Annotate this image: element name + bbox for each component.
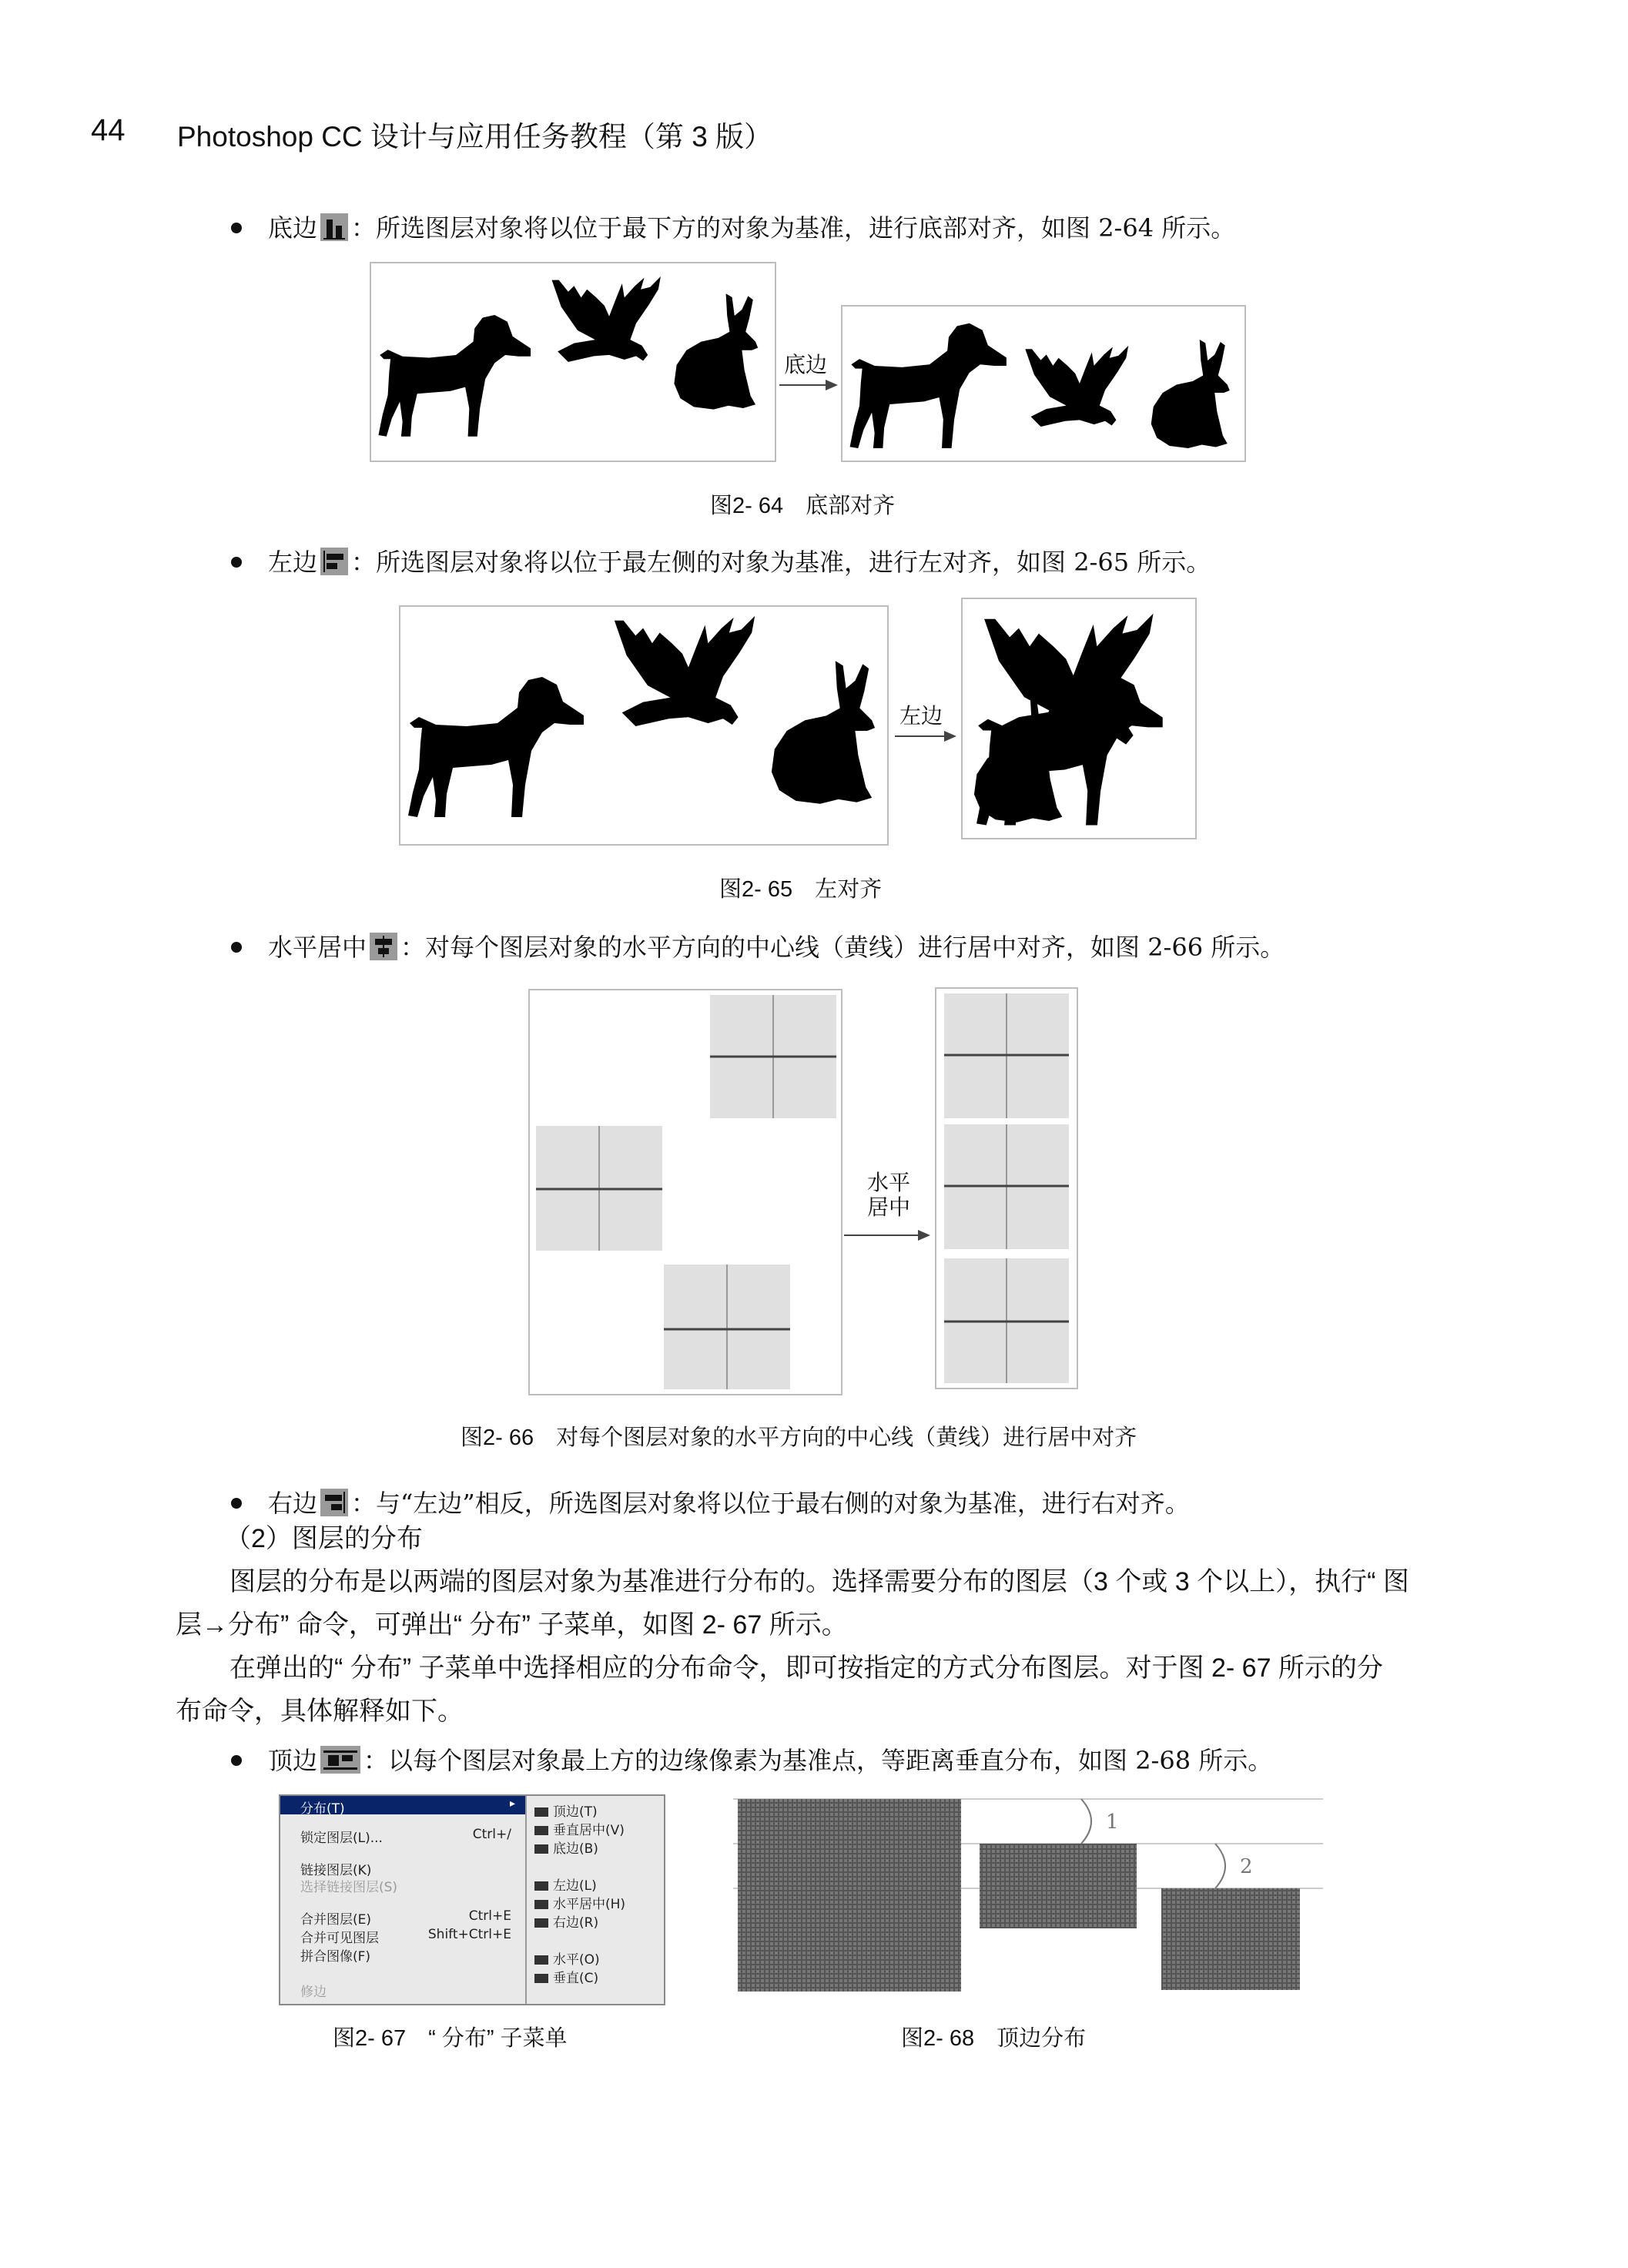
- fig66-caption: 图2- 66 对每个图层对象的水平方向的中心线（黄线）进行居中对齐: [461, 1425, 1137, 1450]
- bullet-dot: [231, 942, 242, 953]
- distribute-submenu-figure: [279, 1794, 665, 2005]
- rabbit-silhouette: [772, 661, 875, 803]
- bullet-top: [231, 1742, 1272, 1779]
- bullet-right: [231, 1485, 1190, 1522]
- align-right-icon: [320, 1489, 348, 1516]
- submenu-item-label: 底边(B): [553, 1841, 598, 1857]
- bullet-desc: ：所选图层对象将以位于最下方的对象为基准，进行底部对齐，如图 2-64 所示。: [351, 213, 1236, 243]
- distribute-option-icon: [534, 1955, 548, 1965]
- fig66-arrow-label: [864, 1171, 913, 1220]
- submenu-item-label: 右边(R): [553, 1915, 599, 1931]
- bullet-dot: [231, 223, 242, 233]
- dog-silhouette: [408, 677, 584, 817]
- menu-item-shortcut: Shift+Ctrl+E: [427, 1927, 511, 1942]
- menu-item-shortcut: Ctrl+E: [468, 1908, 511, 1924]
- bullet-desc: ：以每个图层对象最上方的边缘像素为基准点，等距离垂直分布，如图 2-68 所示。: [363, 1746, 1273, 1775]
- menu-item[interactable]: [300, 1876, 516, 1895]
- bullet-desc: ：与“左边”相反，所选图层对象将以位于最右侧的对象为基准，进行右对齐。: [351, 1489, 1190, 1518]
- distance-label-2: 2: [1240, 1855, 1253, 1878]
- submenu-arrow-icon: ▸: [510, 1797, 516, 1810]
- grid-block-3: [1161, 1888, 1300, 1990]
- menu-item-label: 合并可见图层: [300, 1931, 379, 1946]
- menu-item-label: 选择链接图层(S): [300, 1880, 398, 1895]
- bullet-term: 右边: [268, 1489, 318, 1518]
- fig64-arrow-label: 底边: [784, 352, 828, 377]
- menu-item[interactable]: [300, 1945, 516, 1965]
- bird-silhouette: [615, 616, 755, 726]
- section-heading: （2）图层的分布: [225, 1524, 423, 1553]
- fig66-arrow-label-line2: 居中: [866, 1194, 910, 1220]
- menu-item-label: 链接图层(K): [300, 1863, 372, 1878]
- fig65-before: [400, 607, 887, 844]
- distribute-option-icon: [534, 1844, 548, 1854]
- bullet-hcenter: [231, 929, 1285, 966]
- bird-silhouette: [552, 276, 661, 362]
- square-layer-1: [710, 995, 836, 1118]
- submenu-item[interactable]: [534, 1838, 598, 1857]
- submenu-item-label: 水平居中(H): [553, 1897, 626, 1912]
- bullet-term: 顶边: [268, 1746, 318, 1775]
- menu-item[interactable]: [300, 1908, 516, 1928]
- menu-item[interactable]: [300, 1827, 516, 1846]
- menu-header-distribute[interactable]: 分布(T): [300, 1801, 345, 1817]
- menu-divider: [525, 1796, 527, 2004]
- fig65-caption: 图2- 65 左对齐: [719, 877, 883, 902]
- menu-item[interactable]: [300, 1927, 516, 1946]
- dog-silhouette: [378, 315, 531, 437]
- bullet-desc: ：对每个图层对象的水平方向的中心线（黄线）进行居中对齐，如图 2-66 所示。: [400, 933, 1285, 962]
- fig66-after: [936, 989, 1077, 1388]
- submenu-item[interactable]: [534, 1967, 598, 1986]
- menu-item-label: 合并图层(E): [300, 1912, 372, 1928]
- square-layer-2: [944, 1124, 1069, 1249]
- square-layer-2: [536, 1126, 662, 1251]
- fig66-before: [530, 990, 841, 1394]
- fig65-after: [963, 599, 1195, 838]
- bullet-dot: [231, 557, 242, 568]
- bullet-left: [231, 544, 1211, 581]
- para1-line1: 图层的分布是以两端的图层对象为基准进行分布的。选择需要分布的图层（3 个或 3 个以上），执行“ 图: [229, 1567, 1409, 1596]
- submenu-item-label: 垂直居中(V): [553, 1823, 625, 1838]
- align-bottom-icon: [320, 213, 348, 241]
- fig64-after-frame: [841, 305, 1246, 462]
- submenu-item-label: 垂直(C): [553, 1971, 599, 1986]
- page-number: 44: [91, 113, 126, 147]
- submenu-item-label: 顶边(T): [553, 1804, 598, 1820]
- fig65-arrow-label: 左边: [899, 703, 943, 729]
- square-layer-3: [664, 1265, 790, 1389]
- menu-item-shortcut: Ctrl+/: [472, 1827, 511, 1842]
- distribute-option-icon: [534, 1918, 548, 1928]
- distribute-option-icon: [534, 1881, 548, 1891]
- submenu-item[interactable]: [534, 1911, 598, 1931]
- menu-item-label: 拼合图像(F): [300, 1949, 371, 1965]
- arrow-right-icon: [893, 729, 958, 744]
- menu-item[interactable]: [300, 1981, 516, 2000]
- rabbit-silhouette: [1151, 340, 1230, 448]
- grid-block-1: [738, 1799, 961, 1992]
- fig68-distribute-top: [733, 1794, 1326, 2002]
- fig65-before-frame: [399, 605, 889, 846]
- submenu-item[interactable]: [534, 1819, 625, 1838]
- submenu-item[interactable]: [534, 1874, 597, 1894]
- distance-bracket-1: [1081, 1799, 1091, 1844]
- bullet-term: 左边: [268, 548, 318, 577]
- fig64-before: [371, 263, 775, 461]
- submenu-item-label: 水平(O): [553, 1952, 600, 1968]
- distribute-option-icon: [534, 1974, 548, 1983]
- para1-line2: 层→分布” 命令，可弹出“ 分布” 子菜单，如图 2- 67 所示。: [176, 1610, 848, 1640]
- distribute-option-icon: [534, 1900, 548, 1909]
- bullet-dot: [231, 1755, 242, 1766]
- distribute-option-icon: [534, 1826, 548, 1835]
- align-left-icon: [320, 548, 348, 575]
- bird-silhouette: [1025, 346, 1128, 427]
- fig66-after-frame: [935, 987, 1078, 1389]
- bullet-desc: ：所选图层对象将以位于最左侧的对象为基准，进行左对齐，如图 2-65 所示。: [351, 548, 1211, 577]
- menu-item-label: 修边: [300, 1985, 327, 2000]
- square-layer-1: [944, 993, 1069, 1118]
- para2-line2: 布命令，具体解释如下。: [176, 1697, 464, 1726]
- fig64-after: [842, 307, 1244, 461]
- rabbit-silhouette: [674, 293, 758, 409]
- fig64-before-frame: [370, 262, 776, 462]
- submenu-item-label: 左边(L): [553, 1878, 597, 1894]
- submenu-item[interactable]: [534, 1893, 625, 1912]
- grid-block-2: [980, 1844, 1137, 1928]
- align-horizontal-center-icon: [370, 933, 397, 960]
- running-title: Photoshop CC 设计与应用任务教程（第 3 版）: [177, 121, 773, 152]
- bullet-dot: [231, 1498, 242, 1509]
- arrow-right-icon: [842, 1228, 932, 1243]
- fig66-before-frame: [528, 989, 842, 1395]
- distance-bracket-2: [1215, 1844, 1225, 1888]
- bullet-term: 水平居中: [268, 933, 367, 962]
- distribute-option-icon: [534, 1807, 548, 1817]
- submenu-item[interactable]: [534, 1948, 600, 1968]
- bullet-bottom: [231, 209, 1235, 246]
- fig67-caption: 图2- 67 “ 分布” 子菜单: [333, 2026, 568, 2051]
- submenu-item[interactable]: [534, 1801, 598, 1820]
- fig64-caption: 图2- 64 底部对齐: [710, 494, 896, 518]
- para2-line1: 在弹出的“ 分布” 子菜单中选择相应的分布命令，即可按指定的方式分布图层。对于图 2- 67 所示的分: [229, 1653, 1383, 1683]
- dog-silhouette: [850, 323, 1007, 448]
- bullet-term: 底边: [268, 213, 318, 243]
- distance-label-1: 1: [1106, 1811, 1119, 1834]
- fig66-arrow-label-line1: 水平: [866, 1170, 910, 1195]
- distribute-top-icon: [320, 1746, 360, 1774]
- fig65-after-frame: [961, 598, 1197, 839]
- fig68-caption: 图2- 68 顶边分布: [901, 2026, 1087, 2051]
- menu-item-label: 锁定图层(L)...: [300, 1831, 383, 1846]
- arrow-right-icon: [778, 377, 839, 393]
- square-layer-3: [944, 1258, 1069, 1383]
